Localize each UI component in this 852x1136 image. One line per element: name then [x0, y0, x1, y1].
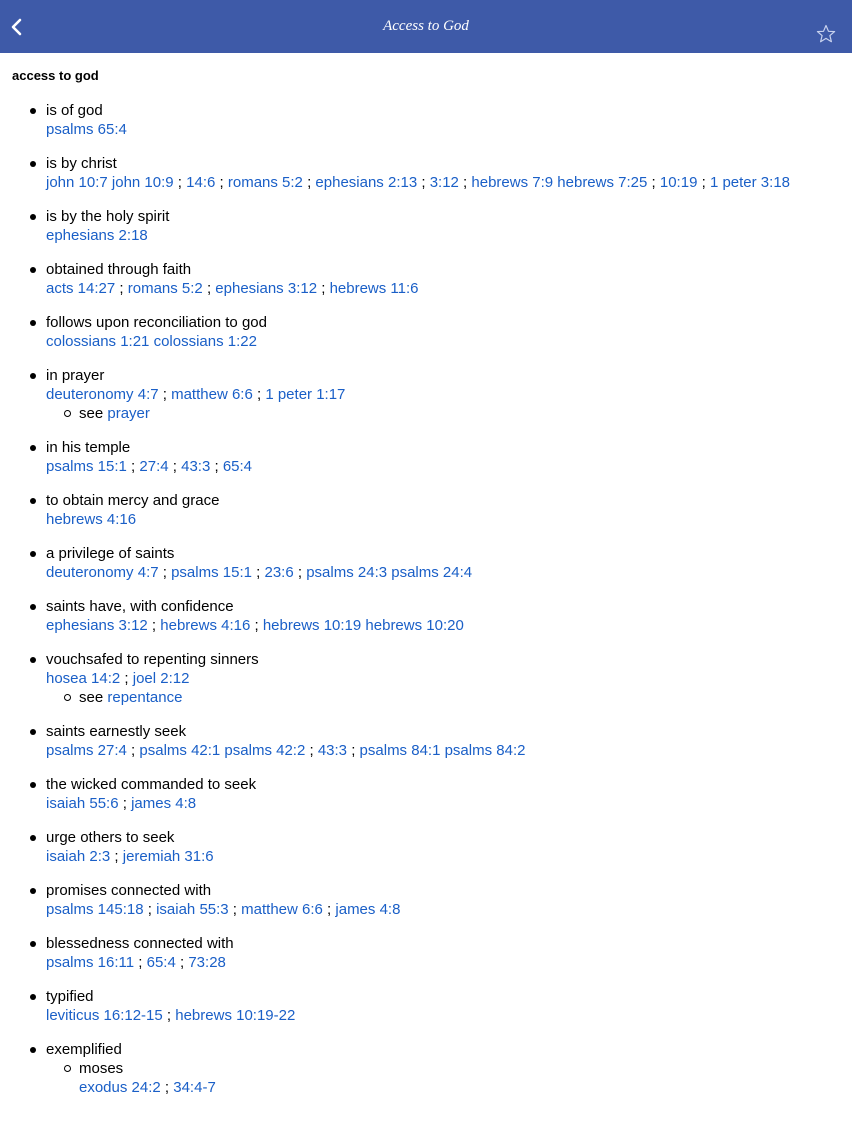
reference-separator: ; [126, 742, 140, 759]
reference-link[interactable]: 23:6 [264, 564, 294, 581]
bullet-icon [30, 782, 36, 788]
reference-link[interactable]: acts 14:27 [46, 280, 116, 297]
list-item [12, 438, 840, 476]
reference-link[interactable]: romans 5:2 [127, 280, 203, 297]
reference-link[interactable]: 43:3 [317, 742, 348, 759]
reference-separator: ; [115, 280, 128, 297]
reference-link[interactable]: james 4:8 [131, 795, 197, 812]
entry-label: urge others to seek [46, 829, 175, 846]
reference-separator: ; [322, 901, 336, 918]
list-item [12, 881, 840, 919]
reference-link[interactable]: ephesians 3:12 [215, 280, 318, 297]
reference-link[interactable]: 1 peter 1:17 [265, 386, 346, 403]
reference-link[interactable]: hosea 14:2 [46, 670, 121, 687]
reference-separator: ; [158, 564, 172, 581]
reference-separator: ; [302, 174, 316, 191]
reference-link[interactable]: 14:6 [186, 174, 216, 191]
entry-label: typified [46, 988, 94, 1005]
reference-separator: ; [110, 848, 123, 865]
reference-link[interactable]: deuteronomy 4:7 [46, 564, 159, 581]
reference-list [46, 120, 840, 139]
reference-list [46, 563, 840, 582]
reference-list [79, 1078, 840, 1097]
reference-separator: ; [293, 564, 307, 581]
reference-link[interactable]: isaiah 2:3 [46, 848, 111, 865]
reference-link[interactable]: 10:19 [659, 174, 698, 191]
bullet-icon [30, 320, 36, 326]
topic-list [12, 101, 840, 1097]
reference-link[interactable]: 73:28 [188, 954, 226, 971]
reference-separator: ; [417, 174, 430, 191]
entry-label: vouchsafed to repenting sinners [46, 651, 259, 668]
entry-label: is by christ [46, 155, 117, 172]
sub-item-label: moses [79, 1060, 124, 1077]
reference-list [46, 173, 840, 192]
entry-label: a privilege of saints [46, 545, 175, 562]
sub-item [46, 1059, 840, 1097]
list-item [12, 313, 840, 351]
bullet-icon [30, 994, 36, 1000]
reference-link[interactable]: hebrews 4:16 [160, 617, 251, 634]
reference-link[interactable]: exodus 24:2 [79, 1079, 161, 1096]
see-also-link[interactable]: prayer [107, 405, 150, 422]
bullet-icon [30, 657, 36, 663]
reference-link[interactable]: romans 5:2 [227, 174, 303, 191]
reference-link[interactable]: ephesians 2:18 [46, 227, 148, 244]
list-item [12, 101, 840, 139]
reference-link[interactable]: deuteronomy 4:7 [46, 386, 159, 403]
reference-list [46, 510, 840, 529]
reference-separator: ; [250, 617, 263, 634]
reference-list [46, 953, 840, 972]
reference-list [46, 794, 840, 813]
reference-separator: ; [175, 954, 189, 971]
reference-separator: ; [252, 386, 266, 403]
reference-link[interactable]: 3:12 [429, 174, 459, 191]
bullet-icon [30, 835, 36, 841]
reference-separator: ; [317, 280, 330, 297]
reference-link[interactable]: hebrews 11:6 [329, 280, 419, 297]
entry-label: in his temple [46, 439, 131, 456]
reference-link[interactable]: ephesians 2:13 [315, 174, 418, 191]
reference-list [46, 616, 840, 635]
reference-link[interactable]: psalms 24:3 psalms 24:4 [306, 564, 473, 581]
reference-link[interactable]: psalms 15:1 [46, 458, 127, 475]
reference-link[interactable]: 27:4 [139, 458, 169, 475]
reference-separator: ; [215, 174, 228, 191]
bullet-icon [30, 214, 36, 220]
bullet-icon [30, 604, 36, 610]
reference-link[interactable]: psalms 84:1 psalms 84:2 [359, 742, 526, 759]
reference-link[interactable]: joel 2:12 [132, 670, 190, 687]
reference-link[interactable]: 65:4 [146, 954, 176, 971]
list-item [12, 1040, 840, 1097]
reference-separator: ; [143, 901, 157, 918]
reference-link[interactable]: james 4:8 [335, 901, 401, 918]
sub-item [46, 688, 840, 707]
reference-list [46, 900, 840, 919]
reference-link[interactable]: psalms 42:1 psalms 42:2 [139, 742, 306, 759]
reference-separator: ; [147, 617, 161, 634]
see-also-link[interactable]: repentance [107, 689, 183, 706]
reference-separator: ; [126, 458, 140, 475]
sub-item-label: see [79, 689, 104, 706]
reference-separator: ; [697, 174, 710, 191]
entry-label: exemplified [46, 1041, 122, 1058]
list-item [12, 207, 840, 245]
reference-separator: ; [647, 174, 660, 191]
list-item [12, 650, 840, 707]
sub-item-label: see [79, 405, 104, 422]
entry-label: blessedness connected with [46, 935, 234, 952]
bullet-icon [30, 108, 36, 114]
bullet-icon [30, 267, 36, 273]
chevron-left-icon [6, 14, 30, 40]
list-item [12, 366, 840, 423]
reference-link[interactable]: ephesians 3:12 [46, 617, 148, 634]
reference-list [46, 226, 840, 245]
reference-separator: ; [134, 954, 147, 971]
reference-link[interactable]: hebrews 4:16 [46, 511, 137, 528]
star-icon [816, 24, 836, 44]
reference-link[interactable]: psalms 27:4 [46, 742, 127, 759]
reference-link[interactable]: 65:4 [222, 458, 253, 475]
reference-separator: ; [160, 1079, 174, 1096]
list-item [12, 260, 840, 298]
topic-content [0, 53, 852, 1097]
topic-heading: access to god [12, 68, 99, 83]
entry-label: to obtain mercy and grace [46, 492, 220, 509]
bullet-icon [30, 373, 36, 379]
bullet-icon [30, 445, 36, 451]
entry-label: in prayer [46, 367, 105, 384]
favorite-button[interactable] [816, 24, 836, 44]
reference-separator: ; [118, 795, 132, 812]
bullet-icon [30, 161, 36, 167]
entry-label: promises connected with [46, 882, 212, 899]
nav-bar [0, 0, 852, 53]
reference-separator: ; [210, 458, 223, 475]
reference-separator: ; [305, 742, 318, 759]
reference-link[interactable]: psalms 145:18 [46, 901, 144, 918]
bullet-icon [30, 888, 36, 894]
reference-link[interactable]: 1 peter 3:18 [709, 174, 790, 191]
reference-separator: ; [458, 174, 472, 191]
reference-separator: ; [202, 280, 216, 297]
bullet-icon [30, 1047, 36, 1053]
reference-list [46, 847, 840, 866]
page-title: Access to God [383, 18, 469, 34]
reference-separator: ; [162, 1007, 176, 1024]
list-item [12, 722, 840, 760]
reference-link[interactable]: psalms 15:1 [171, 564, 252, 581]
reference-link[interactable]: psalms 16:11 [46, 954, 135, 971]
reference-link[interactable]: psalms 65:4 [46, 121, 127, 138]
sub-item [46, 404, 840, 423]
reference-link[interactable]: leviticus 16:12-15 [46, 1007, 163, 1024]
reference-separator: ; [120, 670, 133, 687]
entry-label: saints earnestly seek [46, 723, 187, 740]
reference-link[interactable]: colossians 1:21 colossians 1:22 [46, 333, 257, 350]
reference-link[interactable]: 34:4-7 [173, 1079, 216, 1096]
entry-label: saints have, with confidence [46, 598, 234, 615]
list-item [12, 987, 840, 1025]
bullet-icon [30, 551, 36, 557]
reference-list [46, 741, 840, 760]
reference-link[interactable]: matthew 6:6 [241, 901, 323, 918]
reference-link[interactable]: john 10:7 john 10:9 [46, 174, 174, 191]
reference-list [46, 669, 840, 688]
hollow-bullet-icon [64, 1065, 71, 1072]
reference-link[interactable]: hebrews 10:19 hebrews 10:20 [262, 617, 464, 634]
reference-list [46, 279, 840, 298]
reference-link[interactable]: matthew 6:6 [171, 386, 253, 403]
list-item [12, 597, 840, 635]
list-item [12, 775, 840, 813]
entry-label: is by the holy spirit [46, 208, 170, 225]
list-item [12, 154, 840, 192]
back-button[interactable] [6, 14, 30, 40]
reference-separator: ; [228, 901, 242, 918]
bullet-icon [30, 941, 36, 947]
reference-link[interactable]: isaiah 55:6 [46, 795, 119, 812]
reference-separator: ; [251, 564, 265, 581]
reference-separator: ; [168, 458, 182, 475]
bullet-icon [30, 498, 36, 504]
reference-list [46, 385, 840, 404]
reference-link[interactable]: hebrews 10:19-22 [175, 1007, 296, 1024]
entry-label: is of god [46, 102, 103, 119]
reference-link[interactable]: 43:3 [181, 458, 211, 475]
reference-list [46, 1006, 840, 1025]
reference-separator: ; [173, 174, 187, 191]
bullet-icon [30, 729, 36, 735]
reference-link[interactable]: jeremiah 31:6 [122, 848, 214, 865]
reference-link[interactable]: isaiah 55:3 [156, 901, 229, 918]
reference-list [46, 332, 840, 351]
entry-label: follows upon reconciliation to god [46, 314, 267, 331]
list-item [12, 934, 840, 972]
reference-link[interactable]: hebrews 7:9 hebrews 7:25 [471, 174, 648, 191]
reference-separator: ; [347, 742, 360, 759]
list-item [12, 828, 840, 866]
entry-label: obtained through faith [46, 261, 192, 278]
reference-separator: ; [158, 386, 172, 403]
entry-label: the wicked commanded to seek [46, 776, 257, 793]
list-item [12, 544, 840, 582]
list-item [12, 491, 840, 529]
reference-list [46, 457, 840, 476]
hollow-bullet-icon [64, 410, 71, 417]
hollow-bullet-icon [64, 694, 71, 701]
